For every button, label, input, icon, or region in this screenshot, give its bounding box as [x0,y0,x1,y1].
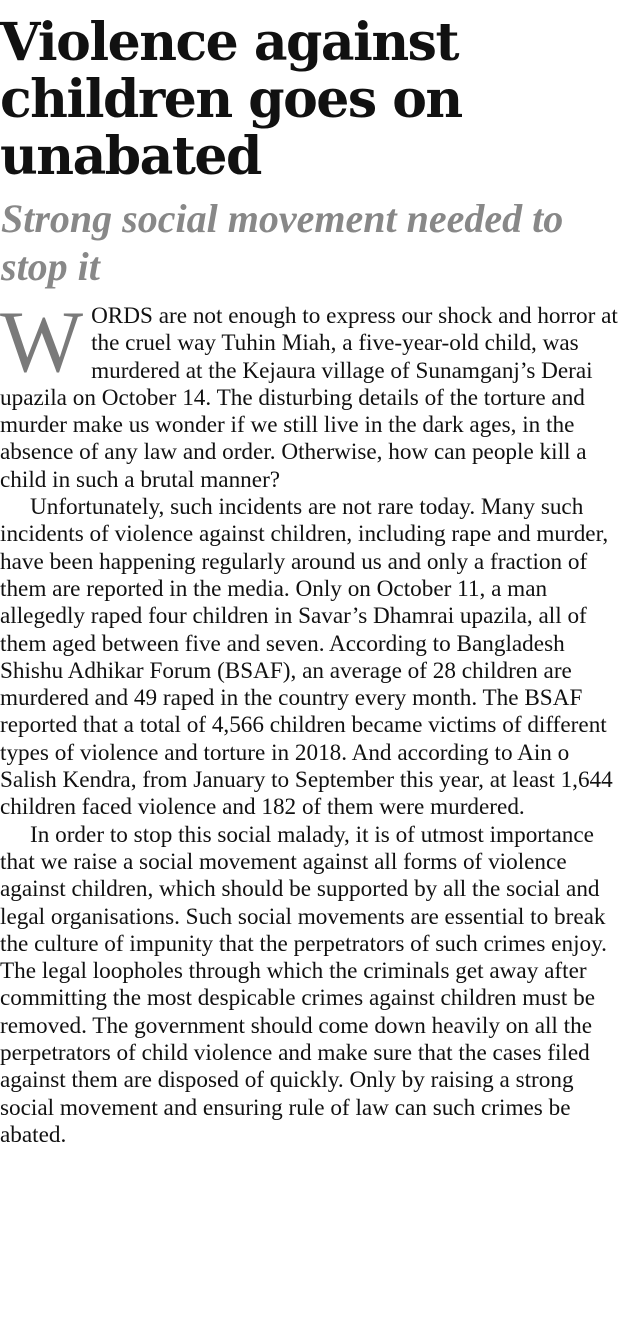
article-body [0,294,627,1149]
headline: Violence against children goes on unabated [0,12,462,187]
paragraph-2: Unfortunately, such incidents are not rare today. Many such incidents of violence against children, including rape and murder, have been happening regularly around us and only a fraction of them are reported in the media. Only on October 11, a man allegedly raped four children in Savar’s Dhamrai upazila, all of them aged between five and seven. According to Bangladesh Shishu Adhikar Forum (BSAF), an average of 28 children are murdered and 49 raped in the country every month. The BSAF reported that a total of 4,566 children became victims of different types of violence and torture in 2018. And according to Ain o Salish Kendra, from January to September this year, at least 1,644 children faced violence and 182 of them were murdered. [0,494,613,821]
paragraph-3: In order to stop this social malady, it is of utmost importance that we raise a social movement against all forms of violence against children, which should be supported by all the social and legal organisations. Such social movements are essential to break the culture of impunity that the perpetrators of such crimes enjoy. The legal loopholes through which the criminals get away after committing the most despicable crimes against children must be removed. The government should come down heavily on all the perpetrators of child violence and make sure that the cases filed against them are disposed of quickly. Only by raising a strong social movement and ensuring rule of law can such crimes be abated. [0,821,607,1148]
drop-cap: W [0,294,84,391]
paragraph-1 [0,294,627,494]
paragraph-1-text: ORDS are not enough to express our shock and horror at the cruel way Tuhin Miah, a five-year-old child, was murdered at the Kejaura village of Sunamganj’s Derai upazila on October 14. The disturbing details of the torture and murder make us wonder if we still live in the dark ages, in the absence of any law and order. Otherwise, how can people kill a child in such a brutal manner? [0,303,618,493]
subheadline: Strong social movement needed to stop it [1,196,564,289]
